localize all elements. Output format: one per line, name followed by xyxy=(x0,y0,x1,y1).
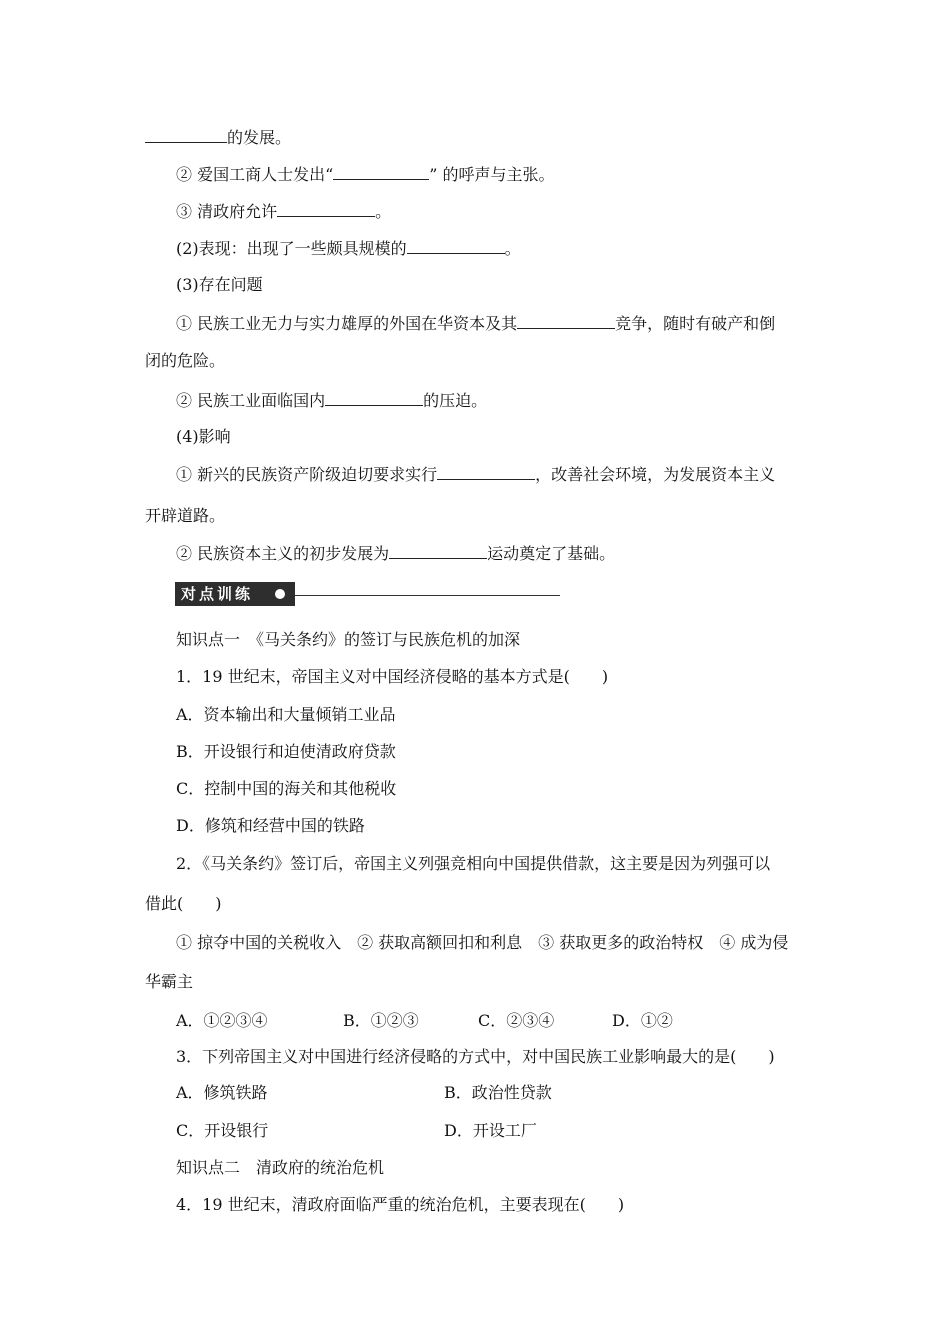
text-line: ③ 清政府允许 。 xyxy=(176,202,392,221)
option-c: C．控制中国的海关和其他税收 xyxy=(176,779,397,798)
fill-blank xyxy=(145,126,227,143)
question-stem: 2．《马关条约》签订后，帝国主义列强竞相向中国提供借款，这主要是因为列强可以 xyxy=(176,854,771,873)
statement-options-cont: 华霸主 xyxy=(145,972,194,991)
section-banner xyxy=(175,582,560,606)
banner-rule xyxy=(295,595,560,596)
question-stem-cont: 借此( ) xyxy=(145,894,222,913)
option-b: B．①②③ xyxy=(343,1011,419,1030)
option-c: C．②③④ xyxy=(478,1011,555,1030)
option-d: D．修筑和经营中国的铁路 xyxy=(176,816,365,835)
text-line: 闭的危险。 xyxy=(145,351,226,370)
statement-options: ① 掠夺中国的关税收入 ② 获取高额回扣和利息 ③ 获取更多的政治特权 ④ 成为侵 xyxy=(176,933,789,952)
question-stem: 4．19 世纪末，清政府面临严重的统治危机，主要表现在( ) xyxy=(176,1195,625,1214)
fill-blank xyxy=(325,389,423,406)
option-a: A．资本输出和大量倾销工业品 xyxy=(176,705,396,724)
option-c: C．开设银行 xyxy=(176,1121,269,1140)
fill-blank xyxy=(277,200,375,217)
fill-blank xyxy=(333,163,429,180)
text-line: ② 民族资本主义的初步发展为 运动奠定了基础。 xyxy=(176,544,616,563)
option-a: A．修筑铁路 xyxy=(176,1083,268,1102)
option-b: B．政治性贷款 xyxy=(444,1083,552,1102)
text-line: (2)表现：出现了一些颇具规模的 。 xyxy=(176,239,521,258)
text-line: ① 新兴的民族资产阶级迫切要求实行 ，改善社会环境，为发展资本主义 xyxy=(176,465,776,484)
fill-blank xyxy=(437,463,535,480)
text-line: 开辟道路。 xyxy=(145,506,226,525)
fill-blank xyxy=(407,237,505,254)
text-line: (4)影响 xyxy=(176,427,231,446)
option-d: D．①② xyxy=(612,1011,673,1030)
option-b: B．开设银行和迫使清政府贷款 xyxy=(176,742,396,761)
text-line: (3)存在问题 xyxy=(176,275,263,294)
section-heading: 知识点二 清政府的统治危机 xyxy=(176,1158,385,1177)
text-line: ② 爱国工商人士发出“ ” 的呼声与主张。 xyxy=(176,165,555,184)
question-stem: 1．19 世纪末，帝国主义对中国经济侵略的基本方式是( ) xyxy=(176,667,609,686)
question-stem: 3．下列帝国主义对中国进行经济侵略的方式中，对中国民族工业影响最大的是( ) xyxy=(176,1047,775,1066)
option-a: A．①②③④ xyxy=(176,1011,268,1030)
fill-blank xyxy=(517,312,615,329)
text-line: 的发展。 xyxy=(145,126,291,148)
section-heading: 知识点一 《马关条约》的签订与民族危机的加深 xyxy=(176,630,521,649)
text-line: ② 民族工业面临国内 的压迫。 xyxy=(176,391,488,410)
option-d: D．开设工厂 xyxy=(444,1121,537,1140)
banner-label: 对点训练 xyxy=(175,582,295,606)
fill-blank xyxy=(389,542,487,559)
text-line: ① 民族工业无力与实力雄厚的外国在华资本及其 竞争，随时有破产和倒 xyxy=(176,314,776,333)
bullet-dot-icon xyxy=(275,589,285,599)
